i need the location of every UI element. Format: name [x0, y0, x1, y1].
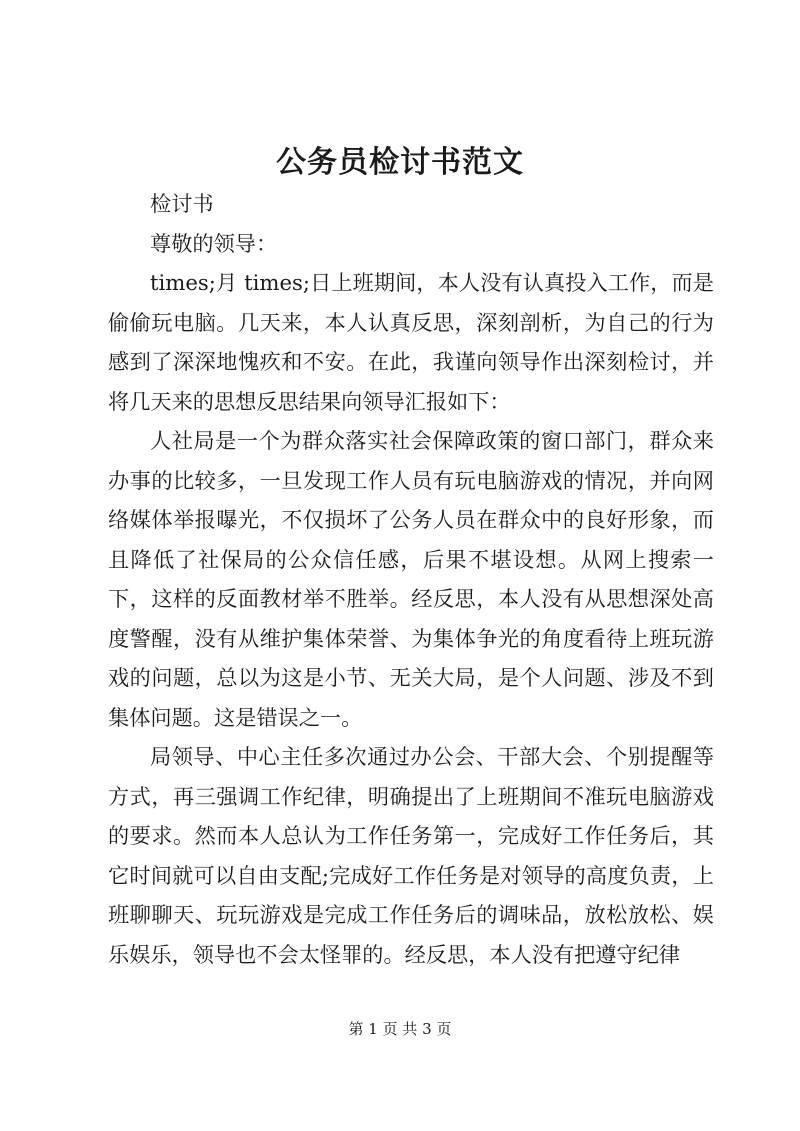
paragraph-intro: times;月 times;日上班期间，本人没有认真投入工作，而是偷偷玩电脑。几天来，本人认真反思，深刻剖析，为自己的行为感到了深深地愧疚和不安。在此，我谨向领导作出深刻检讨，并将几天来的思想反思结果向领导汇报如下： [108, 270, 714, 414]
paragraph-error-one: 人社局是一个为群众落实社会保障政策的窗口部门，群众来办事的比较多，一旦发现工作人员有玩电脑游戏的情况，并向网络媒体举报曝光，不仅损坏了公务人员在群众中的良好形象，而且降低了社保局的公众信任感，后果不堪设想。从网上搜索一下，这样的反面教材举不胜举。经反思，本人没有从思想深处高度警醒，没有从维护集体荣誉、为集体争光的角度看待上班玩游戏的问题，总以为这是小节、无关大局，是个人问题、涉及不到集体问题。这是错误之一。 [108, 428, 714, 730]
paragraph-salutation: 尊敬的领导： [150, 230, 278, 256]
document-title: 公务员检讨书范文 [276, 145, 524, 180]
paragraph-discipline: 局领导、中心主任多次通过办公会、干部大会、个别提醒等方式，再三强调工作纪律，明确提出了上班期间不准玩电脑游戏的要求。然而本人总认为工作任务第一，完成好工作任务后，其它时间就可以自由支配;完成好工作任务是对领导的高度负责，上班聊聊天、玩玩游戏是完成工作任务后的调味品，放松放松、娱乐娱乐，领导也不会太怪罪的。经反思，本人没有把遵守纪律 [108, 744, 714, 967]
document-body [108, 184, 714, 974]
page-footer: 第 1 页 共 3 页 [348, 1020, 452, 1038]
paragraph-heading: 检讨书 [150, 191, 214, 216]
